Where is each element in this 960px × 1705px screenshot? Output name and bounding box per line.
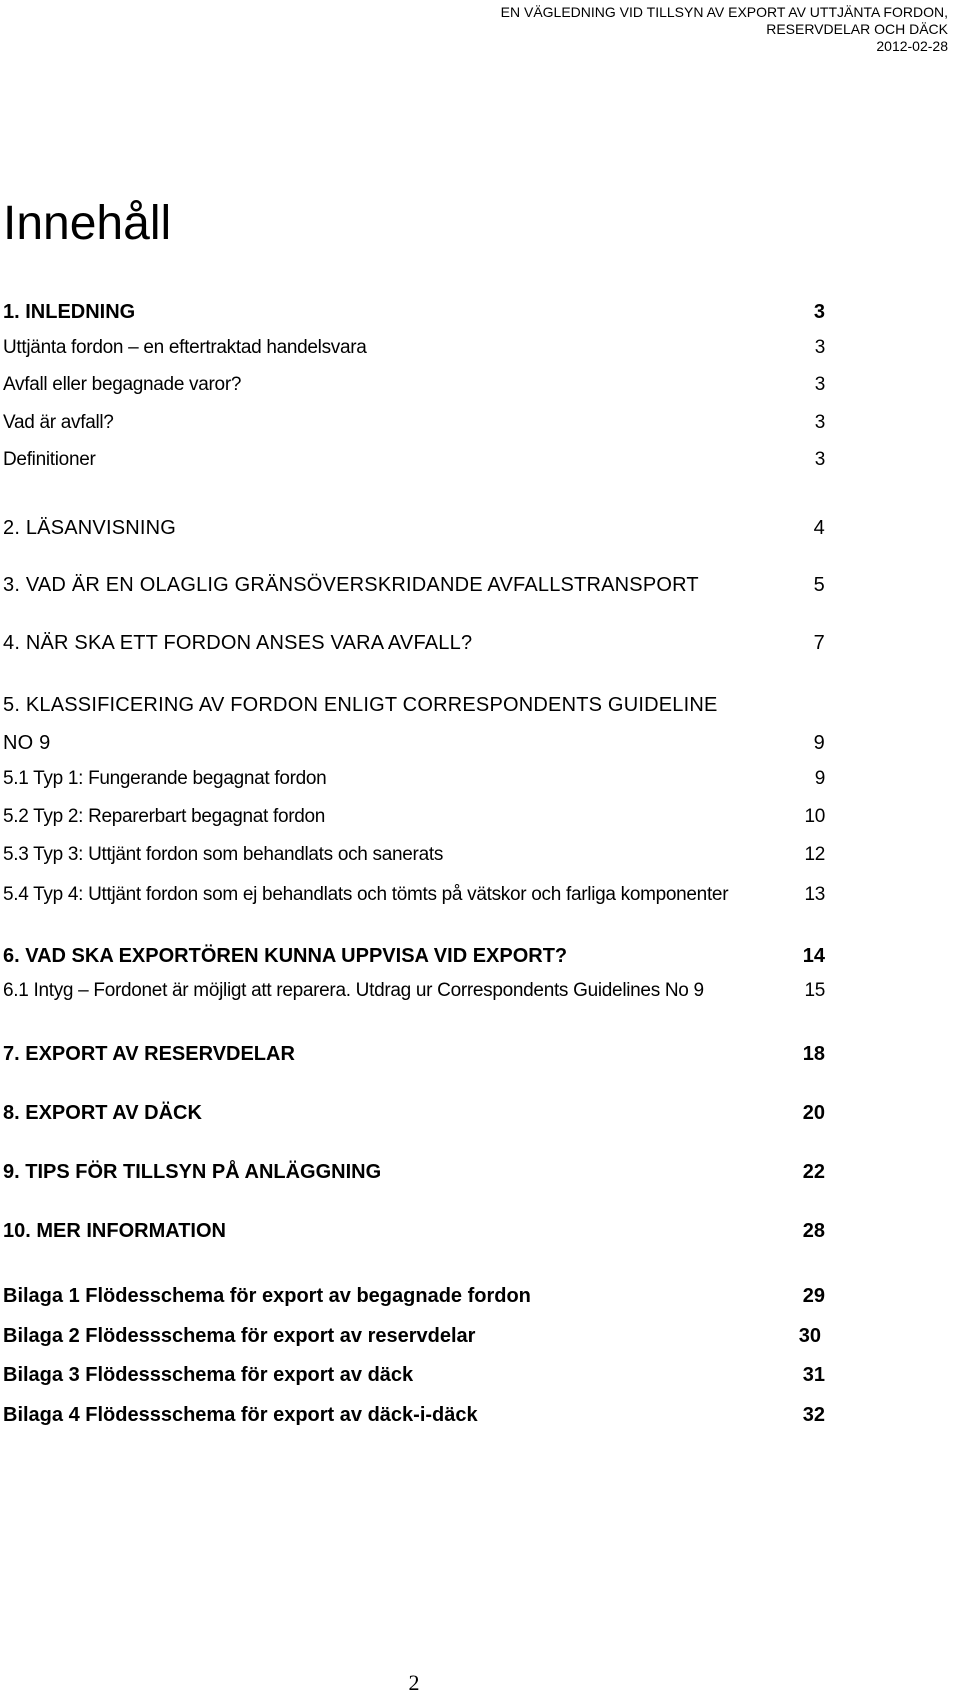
toc-entry[interactable] xyxy=(3,628,825,658)
toc-entry-label: 6.1 Intyg – Fordonet är möjligt att reparera. Utdrag ur Correspondents Guidelines No 9 xyxy=(3,980,704,1001)
header-title-line-1: EN VÄGLEDNING VID TILLSYN AV EXPORT AV UTTJÄNTA FORDON, xyxy=(500,4,948,20)
toc-entry-label: 1. INLEDNING xyxy=(3,301,136,323)
toc-entry-label: 8. EXPORT AV DÄCK xyxy=(3,1102,202,1124)
toc-entry-page: 3 xyxy=(814,412,825,433)
toc-entry[interactable] xyxy=(3,1321,825,1351)
header-date: 2012-02-28 xyxy=(876,38,948,54)
toc-entry[interactable] xyxy=(3,370,825,400)
toc-entry-label: 5.2 Typ 2: Reparerbart begagnat fordon xyxy=(3,806,326,827)
toc-entry-label: 5.1 Typ 1: Fungerande begagnat fordon xyxy=(3,768,327,789)
toc-entry[interactable] xyxy=(3,1400,825,1430)
toc-entry[interactable] xyxy=(3,445,825,475)
toc-entry-label: 3. VAD ÄR EN OLAGLIG GRÄNSÖVERSKRIDANDE AVFALLSTRANSPORT xyxy=(3,574,699,596)
toc-entry-page: 29 xyxy=(802,1285,825,1307)
toc-entry-page: 20 xyxy=(802,1102,825,1124)
toc-entry-page: 28 xyxy=(802,1220,825,1242)
toc-entry-label: 5.4 Typ 4: Uttjänt fordon som ej behandlats och tömts på vätskor och farliga komponenter xyxy=(3,884,729,905)
toc-entry-page: 9 xyxy=(814,768,825,789)
toc-entry-page: 9 xyxy=(813,732,825,754)
toc-entry-label: Definitioner xyxy=(3,449,96,470)
toc-entry[interactable] xyxy=(3,690,825,720)
toc-entry-page: 3 xyxy=(813,301,825,323)
running-header xyxy=(501,4,948,55)
toc-entry-page: 3 xyxy=(814,337,825,358)
toc-entry[interactable] xyxy=(3,1039,825,1069)
toc-entry[interactable] xyxy=(3,1098,825,1128)
toc-entry[interactable] xyxy=(3,764,825,794)
toc-entry-page: 4 xyxy=(813,517,825,539)
toc-entry-page: 10 xyxy=(804,806,825,827)
toc-entry-page: 13 xyxy=(804,884,825,905)
toc-entry-label: Bilaga 3 Flödessschema för export av däck xyxy=(3,1364,414,1386)
toc-entry-page: 12 xyxy=(804,844,825,865)
toc-entry[interactable] xyxy=(3,1157,825,1187)
toc-entry[interactable] xyxy=(3,513,825,543)
toc-entry[interactable] xyxy=(3,408,825,438)
toc-entry[interactable] xyxy=(3,1281,825,1311)
toc-entry[interactable] xyxy=(3,880,825,910)
page-number: 2 xyxy=(408,1670,420,1695)
toc-entry-label: Uttjänta fordon – en eftertraktad handelsvara xyxy=(3,337,367,358)
toc-entry-label: 5.3 Typ 3: Uttjänt fordon som behandlats och sanerats xyxy=(3,844,444,865)
toc-entry-page: 5 xyxy=(813,574,825,596)
toc-entry-label: 10. MER INFORMATION xyxy=(3,1220,226,1242)
toc-entry-label: 5. KLASSIFICERING AV FORDON ENLIGT CORRESPONDENTS GUIDELINE xyxy=(3,694,718,716)
toc-entry-page: 32 xyxy=(802,1404,825,1426)
toc-entry-page: 3 xyxy=(814,374,825,395)
toc-entry-label: Vad är avfall? xyxy=(3,412,114,433)
toc-entry-label: 2. LÄSANVISNING xyxy=(3,517,177,539)
toc-entry[interactable] xyxy=(3,941,825,971)
toc-entry[interactable] xyxy=(3,976,825,1006)
toc-entry-page: 14 xyxy=(802,945,825,967)
toc-entry-label: Bilaga 2 Flödessschema för export av reservdelar xyxy=(3,1325,476,1347)
toc-entry-label: Bilaga 4 Flödessschema för export av däck-i-däck xyxy=(3,1404,478,1426)
toc-entry-page: 31 xyxy=(802,1364,825,1386)
toc-entry-label: Avfall eller begagnade varor? xyxy=(3,374,242,395)
toc-entry[interactable] xyxy=(3,1360,825,1390)
toc-entry-page: 15 xyxy=(804,980,825,1001)
toc-entry-label: 6. VAD SKA EXPORTÖREN KUNNA UPPVISA VID EXPORT? xyxy=(3,945,568,967)
toc-title: Innehåll xyxy=(3,197,172,250)
toc-entry-page: 7 xyxy=(813,632,825,654)
toc-entry-page: 22 xyxy=(802,1161,825,1183)
toc-entry[interactable] xyxy=(3,1216,825,1246)
toc-entry-page: 3 xyxy=(814,449,825,470)
toc-entry[interactable] xyxy=(3,840,825,870)
toc-entry-label: 9. TIPS FÖR TILLSYN PÅ ANLÄGGNING xyxy=(3,1161,382,1183)
toc-entry[interactable] xyxy=(3,297,825,327)
toc-entry[interactable] xyxy=(3,728,825,758)
toc-entry[interactable] xyxy=(3,570,825,600)
toc-entry[interactable] xyxy=(3,802,825,832)
toc-entry-label: Bilaga 1 Flödesschema för export av begagnade fordon xyxy=(3,1285,531,1307)
toc-entry[interactable] xyxy=(3,333,825,363)
toc-entry-page: 18 xyxy=(802,1043,825,1065)
toc-entry-label: 4. NÄR SKA ETT FORDON ANSES VARA AVFALL? xyxy=(3,632,473,654)
header-title-line-2: RESERVDELAR OCH DÄCK xyxy=(766,21,948,37)
toc-entry-label: NO 9 xyxy=(3,732,51,754)
toc-entry-label: 7. EXPORT AV RESERVDELAR xyxy=(3,1043,295,1065)
toc-entry-page: 30 xyxy=(798,1325,821,1347)
